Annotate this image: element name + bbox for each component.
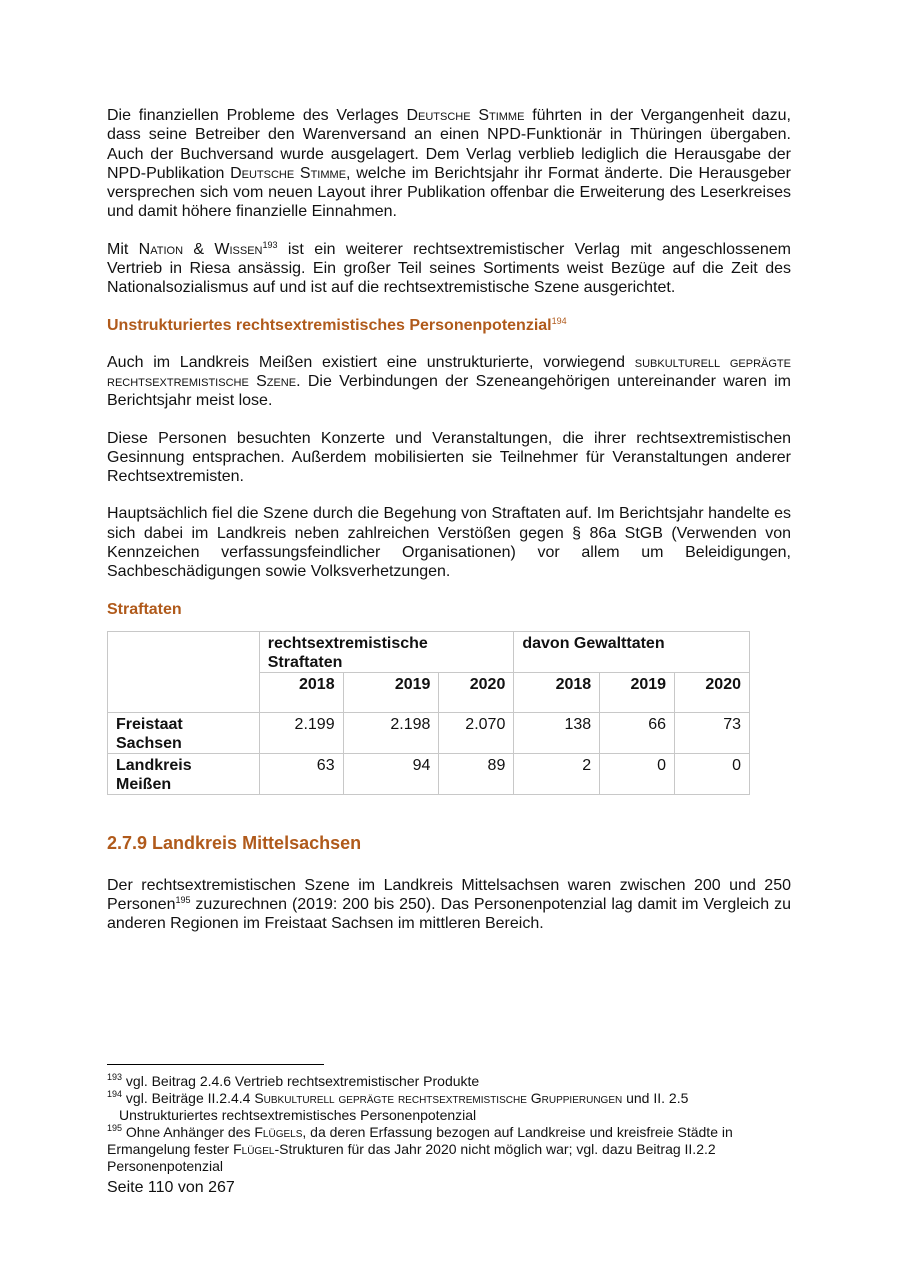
table-year: 2020 bbox=[439, 672, 514, 712]
footnote-ref-195: 195 bbox=[175, 894, 191, 905]
footnote-ref-193: 193 bbox=[262, 239, 278, 250]
footnote-195: $^{195}$ Ohne Anhänger des Flügels, da deren Erfassung bezogen auf Landkreise und kreisfreie Städte in Ermangelung fester Flügel-Strukturen für das Jahr 2020 nicht möglich war; vgl. dazu Beitrag II.2.2 Personenpotenzial bbox=[107, 1123, 733, 1174]
straftaten-table bbox=[107, 631, 750, 795]
paragraph-konzerte: Diese Personen besuchten Konzerte und Veranstaltungen, die ihrer rechtsextremistischen Gesinnung entsprachen. Außerdem mobilisierten sie Teilnehmer für Veranstaltungen anderer Rechtsextremisten. bbox=[107, 429, 791, 486]
table-cell: 2.198 bbox=[343, 712, 439, 753]
paragraph-nation-wissen: Mit Nation & Wissen$^{193}$ ist ein weiterer rechtsextremistischer Verlag mit angeschlossenem Vertrieb in Riesa ansässig. Ein großer Teil seines Sortiments weist Bezüge auf die Zeit des Nationalsozialismus auf und ist auf die rechtsextremistische Szene ausgerichtet. bbox=[107, 239, 791, 297]
table-cell: 0 bbox=[600, 753, 675, 794]
table-cell: 2 bbox=[514, 753, 600, 794]
table-year: 2018 bbox=[259, 672, 343, 712]
table-cell: 89 bbox=[439, 753, 514, 794]
table-cell: 2.070 bbox=[439, 712, 514, 753]
table-cell: 2.199 bbox=[259, 712, 343, 753]
footnote-ref-194: 194 bbox=[551, 315, 567, 326]
table-cell: 73 bbox=[675, 712, 750, 753]
table-row bbox=[108, 712, 750, 753]
table-header-straftaten: rechtsextremistische Straftaten bbox=[259, 631, 514, 672]
table-cell: 66 bbox=[600, 712, 675, 753]
page-number: Seite 110 von 267 bbox=[107, 1179, 235, 1196]
footnote-194: $^{194}$ vgl. Beiträge II.2.4.4 Subkulturell geprägte rechtsextremistische Gruppierungen und II. 2.5 bbox=[107, 1089, 689, 1106]
paragraph-straftaten: Hauptsächlich fiel die Szene durch die Begehung von Straftaten auf. Im Berichtsjahr handelte es sich dabei im Landkreis neben zahlreichen Verstößen gegen § 86a StGB (Verwenden von Kennzeichen verfassungsfeindlicher Organisationen) vor allem um Beleidigungen, Sachbeschädigungen sowie Volksverhetzungen. bbox=[107, 505, 791, 581]
table-row-label: Freistaat Sachsen bbox=[108, 712, 260, 753]
table-cell: 63 bbox=[259, 753, 343, 794]
footnote-separator bbox=[107, 1064, 324, 1065]
paragraph-szene: Auch im Landkreis Meißen existiert eine unstrukturierte, vorwiegend subkulturell geprägte rechtsextremistische Szene. Die Verbindungen der Szeneangehörigen untereinander waren im Berichtsjahr meist lose. bbox=[107, 353, 791, 410]
table-year: 2018 bbox=[514, 672, 600, 712]
table-header-gewalttaten: davon Gewalttaten bbox=[514, 631, 750, 672]
footnote-194-continuation: Unstrukturiertes rechtsextremistisches Personenpotenzial bbox=[119, 1107, 477, 1123]
footnotes bbox=[107, 1073, 797, 1175]
subheading-personenpotenzial: Unstrukturiertes rechtsextremistisches Personenpotenzial$^{194}$ bbox=[107, 315, 567, 334]
section-heading-mittelsachsen: 2.7.9 Landkreis Mittelsachsen bbox=[107, 832, 362, 853]
table-row-label: Landkreis Meißen bbox=[108, 753, 260, 794]
paragraph-deutsche-stimme: Die finanziellen Probleme des Verlages Deutsche Stimme führten in der Vergangenheit dazu, dass seine Betreiber den Warenversand an einen NPD-Funktionär in Thüringen übergaben. Auch der Buchversand wurde ausgelagert. Dem Verlag verblieb lediglich die Herausgabe der NPD-Publikation Deutsche Stimme, welche im Berichtsjahr ihr Format änderte. Die Herausgeber versprechen sich vom neuen Layout ihrer Publikation offenbar die Erweiterung des Leserkreises und damit höhere finanzielle Einnahmen. bbox=[107, 107, 792, 221]
table-year: 2020 bbox=[675, 672, 750, 712]
table-cell: 138 bbox=[514, 712, 600, 753]
footnote-193: $^{193}$ vgl. Beitrag 2.4.6 Vertrieb rechtsextremistischer Produkte bbox=[107, 1072, 480, 1089]
page-content bbox=[107, 104, 791, 934]
subheading-straftaten: Straftaten bbox=[107, 600, 182, 618]
table-cell: 94 bbox=[343, 753, 439, 794]
table-year: 2019 bbox=[343, 672, 439, 712]
table-cell: 0 bbox=[675, 753, 750, 794]
table-year: 2019 bbox=[600, 672, 675, 712]
table-row bbox=[108, 753, 750, 794]
paragraph-mittelsachsen: Der rechtsextremistischen Szene im Landkreis Mittelsachsen waren zwischen 200 und 250 Personen$^{195}$ zuzurechnen (2019: 200 bis 250). Das Personenpotenzial lag damit im Vergleich zu anderen Regionen im Freistaat Sachsen im mittleren Bereich. bbox=[107, 876, 791, 933]
table-corner-cell bbox=[108, 631, 260, 712]
